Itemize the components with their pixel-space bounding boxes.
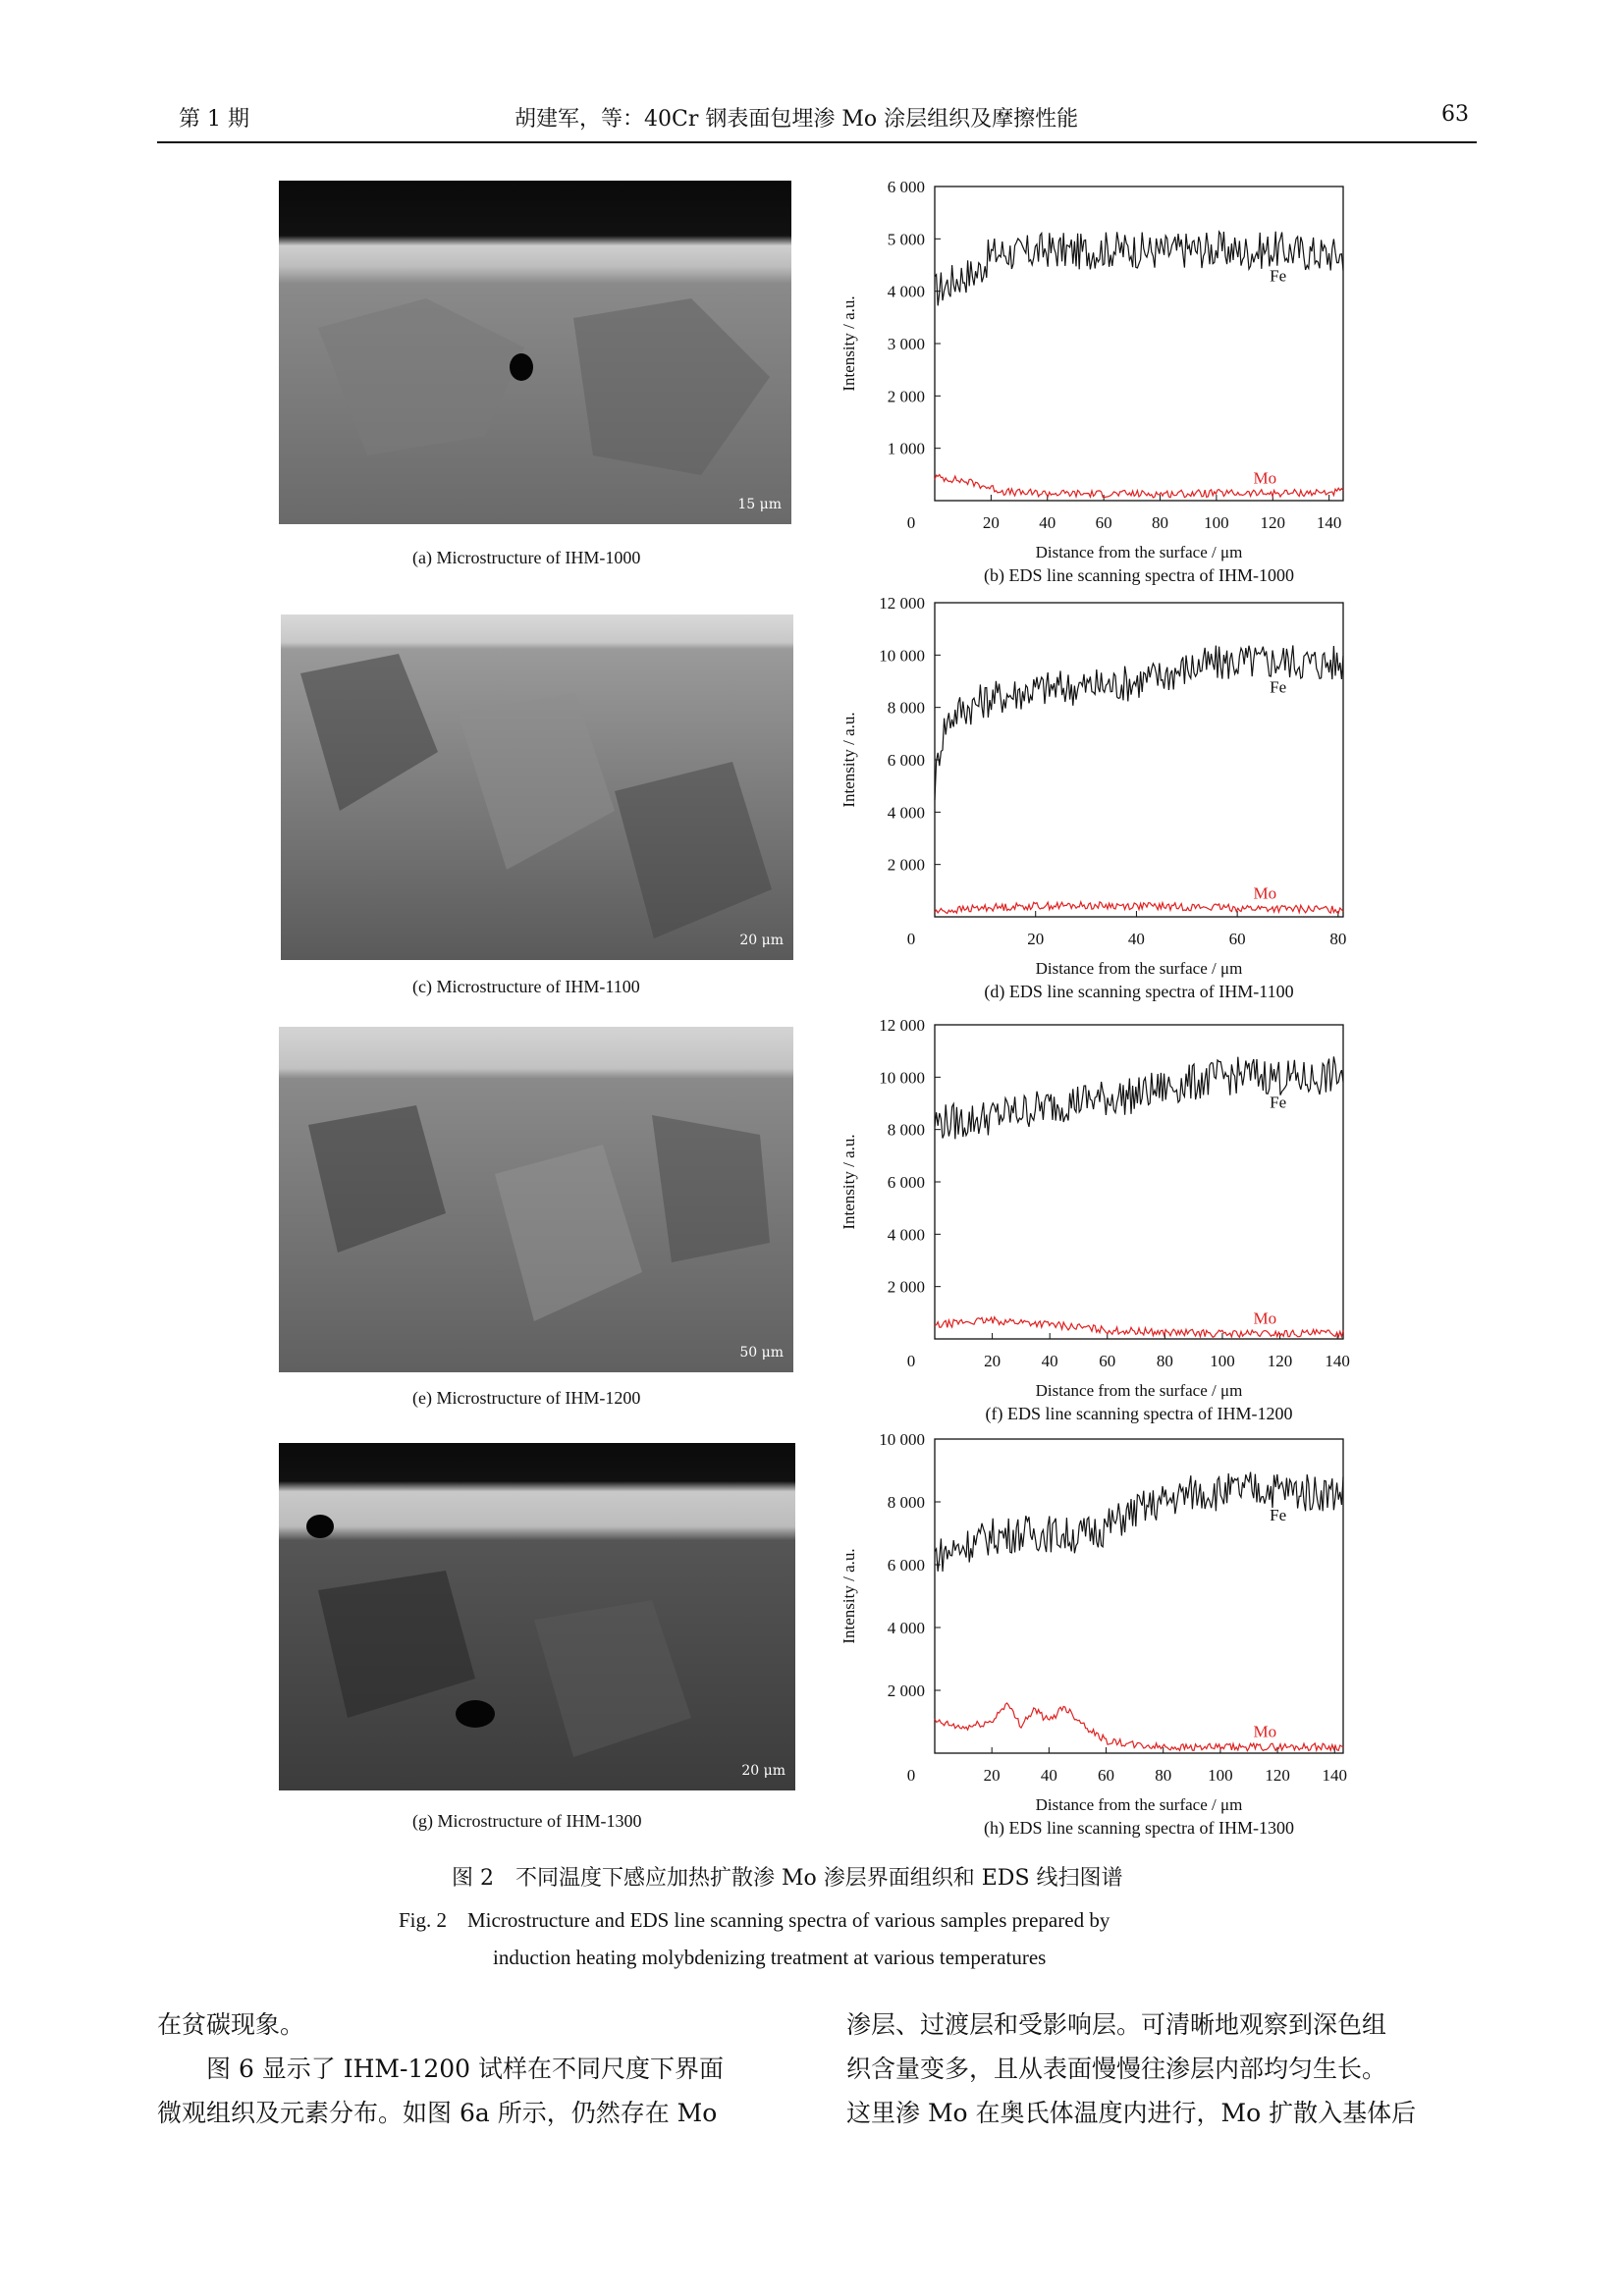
- page-number: 63: [1441, 102, 1469, 127]
- header-rule: [157, 141, 1477, 143]
- series-label-mo: Mo: [1253, 883, 1277, 903]
- issue-number: 第 1 期: [179, 107, 249, 132]
- y-tick-label: 2 000: [887, 1682, 925, 1700]
- chart-caption: (f) EDS line scanning spectra of IHM-1200: [985, 1404, 1293, 1423]
- caption-c: (c) Microstructure of IHM-1100: [412, 977, 640, 996]
- y-tick-label: 10 000: [879, 646, 925, 666]
- body-right-line-2: 织含量变多，且从表面慢慢往渗层内部均匀生长。: [846, 2055, 1387, 2083]
- x-tick-label: 40: [1041, 1352, 1058, 1370]
- series-label-mo: Mo: [1253, 468, 1277, 488]
- running-title: 胡建军，等：40Cr 钢表面包埋渗 Mo 涂层组织及摩擦性能: [514, 107, 1079, 132]
- eds-chart-h: [825, 1425, 1375, 1838]
- eds-chart-d: [825, 589, 1375, 1001]
- x-tick-label: 60: [1098, 1766, 1115, 1785]
- x-tick-label: 40: [1039, 513, 1056, 532]
- series-label-fe: Fe: [1270, 677, 1287, 697]
- body-left-column: [157, 2002, 724, 2135]
- caption-g: (g) Microstructure of IHM-1300: [412, 1811, 642, 1831]
- series-label-mo: Mo: [1253, 1308, 1277, 1328]
- caption-a: (a) Microstructure of IHM-1000: [412, 548, 641, 567]
- caption-e: (e) Microstructure of IHM-1200: [412, 1388, 641, 1408]
- origin-label: 0: [906, 1352, 916, 1370]
- x-tick-label: 100: [1210, 1352, 1235, 1370]
- body-right-line-3: 这里渗 Mo 在奥氏体温度内进行，Mo 扩散入基体后: [846, 2099, 1417, 2127]
- eds-chart-f: [825, 1011, 1375, 1423]
- scalebar-e: 50 μm: [739, 1345, 784, 1361]
- x-tick-label: 20: [983, 1766, 1001, 1785]
- y-tick-label: 12 000: [879, 1016, 925, 1035]
- plot-frame: [935, 603, 1343, 917]
- eds-chart-b: [825, 173, 1375, 585]
- y-tick-label: 6 000: [887, 1173, 925, 1192]
- body-left-line-1: 在贫碳现象。: [157, 2010, 305, 2039]
- x-tick-label: 140: [1316, 513, 1342, 532]
- series-line-mo: [935, 1317, 1343, 1338]
- y-axis-label: Intensity / a.u.: [839, 295, 858, 392]
- x-tick-label: 80: [1329, 930, 1347, 948]
- x-tick-label: 20: [1027, 930, 1045, 948]
- x-tick-label: 20: [982, 513, 1000, 532]
- x-tick-label: 120: [1265, 1766, 1290, 1785]
- chart-caption: (h) EDS line scanning spectra of IHM-1300: [984, 1818, 1294, 1838]
- micrograph-a: [279, 181, 791, 524]
- y-axis-label: Intensity / a.u.: [839, 1134, 858, 1230]
- y-tick-label: 4 000: [887, 282, 925, 301]
- x-tick-label: 40: [1127, 930, 1145, 948]
- y-tick-label: 10 000: [879, 1430, 925, 1449]
- y-tick-label: 2 000: [887, 855, 925, 875]
- body-right-column: [846, 2002, 1416, 2135]
- body-left-line-2: 图 6 显示了 IHM-1200 试样在不同尺度下界面: [157, 2055, 725, 2083]
- micrograph-g: [279, 1443, 795, 1790]
- origin-label: 0: [906, 513, 916, 532]
- series-label-fe: Fe: [1270, 1093, 1287, 1112]
- figure-caption-en-1: Fig. 2 Microstructure and EDS line scanning spectra of various samples prepared by: [399, 1908, 1110, 1932]
- x-tick-label: 60: [1095, 513, 1112, 532]
- series-label-fe: Fe: [1270, 266, 1287, 286]
- y-tick-label: 2 000: [887, 387, 925, 406]
- y-tick-label: 3 000: [887, 335, 925, 353]
- x-tick-label: 60: [1099, 1352, 1116, 1370]
- body-left-line-3: 微观组织及元素分布。如图 6a 所示，仍然存在 Mo: [157, 2099, 718, 2127]
- y-tick-label: 8 000: [887, 698, 925, 718]
- y-tick-label: 6 000: [887, 751, 925, 770]
- series-line-mo: [935, 1703, 1343, 1751]
- x-tick-label: 40: [1040, 1766, 1057, 1785]
- y-tick-label: 2 000: [887, 1277, 925, 1297]
- x-axis-label: Distance from the surface / μm: [1035, 1381, 1243, 1400]
- x-axis-label: Distance from the surface / μm: [1035, 1795, 1243, 1814]
- chart-caption: (d) EDS line scanning spectra of IHM-1100: [984, 982, 1294, 1001]
- origin-label: 0: [906, 930, 916, 948]
- y-tick-label: 8 000: [887, 1120, 925, 1140]
- x-tick-label: 120: [1260, 513, 1286, 532]
- y-tick-label: 8 000: [887, 1493, 925, 1512]
- micrograph-c: [281, 614, 793, 960]
- figure-caption-cn: 图 2 不同温度下感应加热扩散渗 Mo 渗层界面组织和 EDS 线扫图谱: [452, 1866, 1123, 1891]
- series-line-mo: [935, 475, 1343, 498]
- plot-frame: [935, 1025, 1343, 1339]
- x-axis-label: Distance from the surface / μm: [1035, 543, 1243, 561]
- x-tick-label: 80: [1155, 1766, 1172, 1785]
- scalebar-g: 20 μm: [741, 1763, 785, 1779]
- y-tick-label: 10 000: [879, 1068, 925, 1088]
- x-tick-label: 120: [1267, 1352, 1293, 1370]
- series-line-mo: [935, 902, 1343, 914]
- x-tick-label: 20: [984, 1352, 1001, 1370]
- y-tick-label: 12 000: [879, 594, 925, 613]
- y-tick-label: 4 000: [887, 1225, 925, 1245]
- y-tick-label: 1 000: [887, 439, 925, 458]
- chart-caption: (b) EDS line scanning spectra of IHM-1000: [984, 565, 1294, 585]
- y-tick-label: 6 000: [887, 178, 925, 196]
- y-tick-label: 4 000: [887, 803, 925, 823]
- x-tick-label: 100: [1204, 513, 1229, 532]
- x-tick-label: 140: [1322, 1766, 1348, 1785]
- plot-frame: [935, 1439, 1343, 1753]
- series-line-fe: [935, 645, 1343, 800]
- x-tick-label: 100: [1208, 1766, 1233, 1785]
- y-axis-label: Intensity / a.u.: [839, 1548, 858, 1644]
- series-label-fe: Fe: [1270, 1506, 1287, 1525]
- x-tick-label: 140: [1325, 1352, 1350, 1370]
- series-label-mo: Mo: [1253, 1722, 1277, 1741]
- y-tick-label: 4 000: [887, 1619, 925, 1637]
- figure-caption-en-2: induction heating molybdenizing treatment at various temperatures: [493, 1946, 1047, 1969]
- y-tick-label: 6 000: [887, 1556, 925, 1575]
- micrograph-e: [279, 1027, 793, 1372]
- x-axis-label: Distance from the surface / μm: [1035, 959, 1243, 978]
- x-tick-label: 60: [1228, 930, 1246, 948]
- y-axis-label: Intensity / a.u.: [839, 712, 858, 808]
- scalebar-a: 15 μm: [737, 497, 782, 512]
- x-tick-label: 80: [1152, 513, 1169, 532]
- scalebar-c: 20 μm: [739, 933, 784, 948]
- body-right-line-1: 渗层、过渡层和受影响层。可清晰地观察到深色组: [846, 2010, 1387, 2039]
- y-tick-label: 5 000: [887, 230, 925, 249]
- x-tick-label: 80: [1156, 1352, 1173, 1370]
- origin-label: 0: [906, 1766, 916, 1785]
